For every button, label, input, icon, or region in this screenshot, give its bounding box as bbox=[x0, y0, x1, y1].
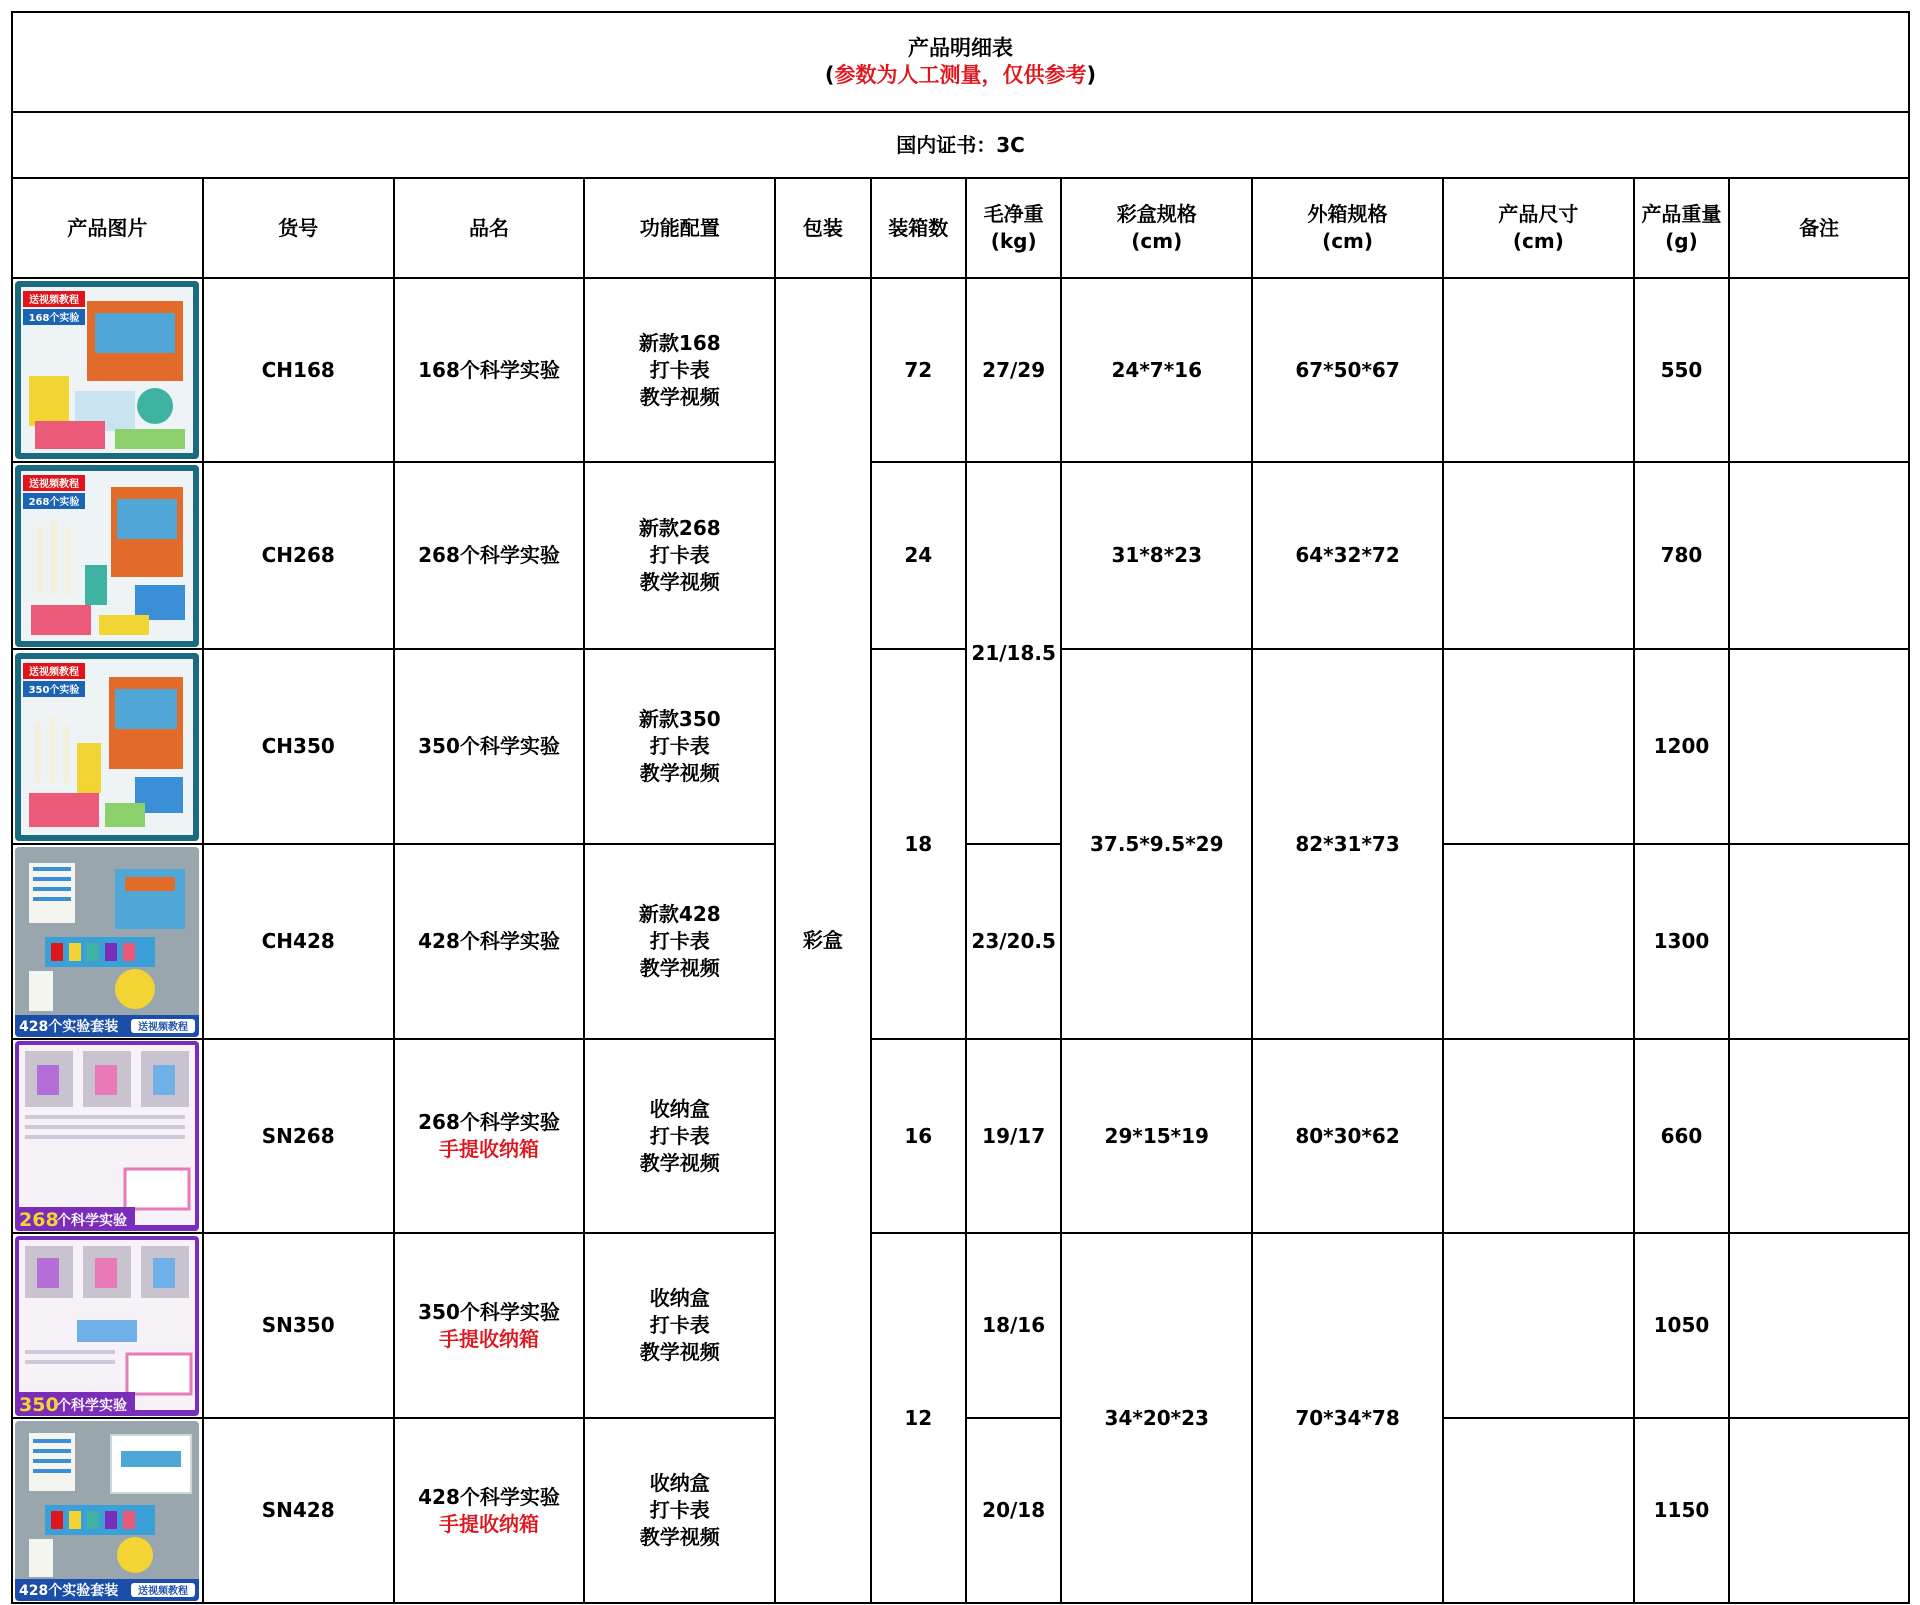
product-image-ch168 bbox=[15, 281, 199, 459]
svg-text:送视频教程: 送视频教程 bbox=[29, 295, 80, 306]
product-weight-cell: 1050 bbox=[1634, 1233, 1729, 1418]
svg-text:个科学实验: 个科学实验 bbox=[57, 1213, 128, 1229]
remarks-cell bbox=[1729, 844, 1909, 1039]
features-cell: 收纳盒 打卡表 教学视频 bbox=[584, 1039, 775, 1233]
sheet-subtitle: (参数为人工测量，仅供参考) bbox=[824, 63, 1097, 87]
product-weight-cell: 550 bbox=[1634, 278, 1729, 462]
product-image-sn268 bbox=[15, 1041, 199, 1231]
box-spec-cell-merged: 37.5*9.5*29 bbox=[1061, 649, 1252, 1039]
features-cell: 收纳盒 打卡表 教学视频 bbox=[584, 1233, 775, 1418]
certificate-row bbox=[12, 112, 1909, 178]
name-cell: 350个科学实验 手提收纳箱 bbox=[394, 1233, 585, 1418]
svg-text:268个实验: 268个实验 bbox=[28, 496, 80, 508]
sheet-title: 产品明细表 bbox=[908, 36, 1013, 60]
weight-cell: 20/18 bbox=[966, 1418, 1061, 1603]
qty-cell: 24 bbox=[871, 462, 966, 649]
certificate-cell: 国内证书：3C bbox=[12, 112, 1909, 178]
svg-text:送视频教程: 送视频教程 bbox=[138, 1585, 189, 1597]
product-detail-table bbox=[11, 11, 1910, 1604]
name-cell: 168个科学实验 bbox=[394, 278, 585, 462]
sku-cell: SN268 bbox=[203, 1039, 394, 1233]
product-image-cell bbox=[12, 1418, 203, 1603]
name-cell: 428个科学实验 bbox=[394, 844, 585, 1039]
title-cell bbox=[12, 12, 1909, 112]
remarks-cell bbox=[1729, 649, 1909, 844]
remarks-cell bbox=[1729, 1418, 1909, 1603]
weight-cell: 23/20.5 bbox=[966, 844, 1061, 1039]
header-product-size: 产品尺寸 (cm) bbox=[1443, 178, 1634, 278]
table-row bbox=[12, 649, 1909, 844]
name-extra: 手提收纳箱 bbox=[438, 1137, 539, 1161]
product-weight-cell: 1150 bbox=[1634, 1418, 1729, 1603]
header-name: 品名 bbox=[394, 178, 585, 278]
header-sku: 货号 bbox=[203, 178, 394, 278]
name-cell: 268个科学实验 bbox=[394, 462, 585, 649]
weight-cell: 27/29 bbox=[966, 278, 1061, 462]
product-image-cell bbox=[12, 844, 203, 1039]
remarks-cell bbox=[1729, 1039, 1909, 1233]
name-cell: 428个科学实验 手提收纳箱 bbox=[394, 1418, 585, 1603]
product-size-cell bbox=[1443, 278, 1634, 462]
name-cell: 350个科学实验 bbox=[394, 649, 585, 844]
header-image: 产品图片 bbox=[12, 178, 203, 278]
product-size-cell bbox=[1443, 1039, 1634, 1233]
box-spec-cell-merged: 34*20*23 bbox=[1061, 1233, 1252, 1603]
product-weight-cell: 1300 bbox=[1634, 844, 1729, 1039]
box-spec-cell: 29*15*19 bbox=[1061, 1039, 1252, 1233]
product-image-cell bbox=[12, 1039, 203, 1233]
weight-cell-merged: 21/18.5 bbox=[966, 462, 1061, 844]
carton-spec-cell: 80*30*62 bbox=[1252, 1039, 1443, 1233]
product-image-cell bbox=[12, 278, 203, 462]
packaging-cell: 彩盒 bbox=[775, 278, 870, 1603]
product-weight-cell: 1200 bbox=[1634, 649, 1729, 844]
svg-text:送视频教程: 送视频教程 bbox=[29, 666, 80, 678]
product-size-cell bbox=[1443, 649, 1634, 844]
table-row bbox=[12, 278, 1909, 462]
product-image-cell bbox=[12, 462, 203, 649]
product-image-ch428 bbox=[15, 847, 199, 1037]
features-cell: 新款168 打卡表 教学视频 bbox=[584, 278, 775, 462]
name-cell: 268个科学实验 手提收纳箱 bbox=[394, 1039, 585, 1233]
qty-cell: 16 bbox=[871, 1039, 966, 1233]
header-features: 功能配置 bbox=[584, 178, 775, 278]
sku-cell: CH268 bbox=[203, 462, 394, 649]
carton-spec-cell-merged: 70*34*78 bbox=[1252, 1233, 1443, 1603]
box-spec-cell: 24*7*16 bbox=[1061, 278, 1252, 462]
sku-cell: CH168 bbox=[203, 278, 394, 462]
svg-text:350: 350 bbox=[19, 1393, 60, 1416]
header-remarks: 备注 bbox=[1729, 178, 1909, 278]
svg-text:送视频教程: 送视频教程 bbox=[29, 478, 80, 490]
product-weight-cell: 660 bbox=[1634, 1039, 1729, 1233]
product-image-ch350 bbox=[15, 653, 199, 841]
features-cell: 新款428 打卡表 教学视频 bbox=[584, 844, 775, 1039]
header-product-weight: 产品重量 (g) bbox=[1634, 178, 1729, 278]
product-image-sn350 bbox=[15, 1236, 199, 1416]
product-size-cell bbox=[1443, 1233, 1634, 1418]
weight-cell: 18/16 bbox=[966, 1233, 1061, 1418]
sku-cell: SN350 bbox=[203, 1233, 394, 1418]
header-qty: 装箱数 bbox=[871, 178, 966, 278]
remarks-cell bbox=[1729, 1233, 1909, 1418]
header-weight: 毛净重 (kg) bbox=[966, 178, 1061, 278]
sku-cell: CH428 bbox=[203, 844, 394, 1039]
remarks-cell bbox=[1729, 278, 1909, 462]
product-image-cell bbox=[12, 649, 203, 844]
svg-text:268: 268 bbox=[19, 1209, 60, 1231]
header-carton-spec: 外箱规格 (cm) bbox=[1252, 178, 1443, 278]
carton-spec-cell: 64*32*72 bbox=[1252, 462, 1443, 649]
product-image-cell bbox=[12, 1233, 203, 1418]
header-row bbox=[12, 178, 1909, 278]
qty-cell-merged: 12 bbox=[871, 1233, 966, 1603]
weight-cell: 19/17 bbox=[966, 1039, 1061, 1233]
table-row bbox=[12, 1039, 1909, 1233]
subtitle-note: 参数为人工测量，仅供参考 bbox=[834, 63, 1087, 87]
svg-text:168个实验: 168个实验 bbox=[28, 313, 80, 324]
product-size-cell bbox=[1443, 462, 1634, 649]
table-row bbox=[12, 462, 1909, 649]
title-row bbox=[12, 12, 1909, 112]
svg-text:428个实验套装: 428个实验套装 bbox=[19, 1582, 119, 1599]
carton-spec-cell-merged: 82*31*73 bbox=[1252, 649, 1443, 1039]
product-weight-cell: 780 bbox=[1634, 462, 1729, 649]
svg-text:428个实验套装: 428个实验套装 bbox=[19, 1018, 119, 1035]
sku-cell: SN428 bbox=[203, 1418, 394, 1603]
sku-cell: CH350 bbox=[203, 649, 394, 844]
box-spec-cell: 31*8*23 bbox=[1061, 462, 1252, 649]
product-size-cell bbox=[1443, 844, 1634, 1039]
features-cell: 新款350 打卡表 教学视频 bbox=[584, 649, 775, 844]
features-cell: 新款268 打卡表 教学视频 bbox=[584, 462, 775, 649]
remarks-cell bbox=[1729, 462, 1909, 649]
header-box-spec: 彩盒规格 (cm) bbox=[1061, 178, 1252, 278]
carton-spec-cell: 67*50*67 bbox=[1252, 278, 1443, 462]
qty-cell-merged: 18 bbox=[871, 649, 966, 1039]
svg-text:个科学实验: 个科学实验 bbox=[57, 1397, 128, 1414]
product-image-sn428 bbox=[15, 1421, 199, 1601]
product-image-ch268 bbox=[15, 465, 199, 647]
features-cell: 收纳盒 打卡表 教学视频 bbox=[584, 1418, 775, 1603]
table-row bbox=[12, 1233, 1909, 1418]
qty-cell: 72 bbox=[871, 278, 966, 462]
svg-text:送视频教程: 送视频教程 bbox=[138, 1021, 189, 1033]
product-size-cell bbox=[1443, 1418, 1634, 1603]
name-extra: 手提收纳箱 bbox=[438, 1511, 539, 1536]
name-extra: 手提收纳箱 bbox=[438, 1326, 539, 1351]
header-packaging: 包装 bbox=[775, 178, 870, 278]
svg-text:350个实验: 350个实验 bbox=[28, 684, 80, 696]
